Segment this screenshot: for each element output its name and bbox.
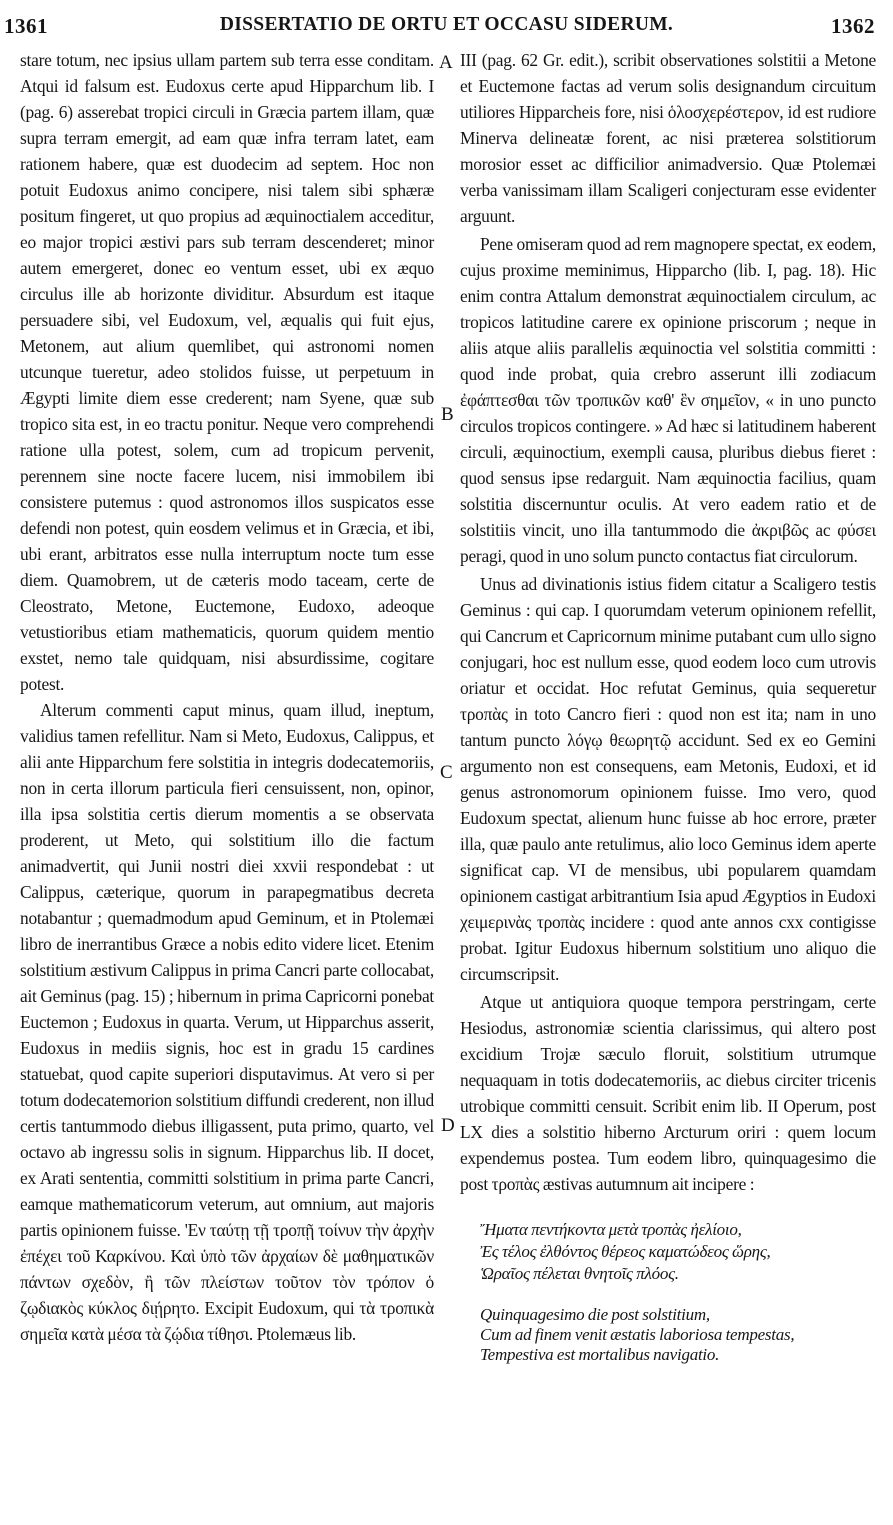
greek-verse-line: Ὡραῖος πέλεται θνητοῖς πλόος.: [480, 1264, 679, 1283]
page-header: [0, 0, 893, 46]
right-paragraph-3: Unus ad divinationis istius fidem citatur a Scaligero testis Geminus : qui cap. I quorumdam veterum opinionem refellit, qui Cancrum et Capricornum minime putabant cum ullo signo conjugari, hoc est nullum esse, quod eodem loco cum utrovis oriatur et occidat. Hoc refutat Geminus, quia sequeretur τροπὰς in toto Cancro fieri : quod non est ita; nam in uno tantum puncto λόγῳ θεωρητῷ accidunt. Sed ex eo Gemini argumento non est consequens, eam Metonis, Eudoxi, et id genus astronomorum opinionem fuisse. Imo vero, quod Eudoxum spectat, alienum hunc fuisse ab hoc errore, præter illa, quæ paulo ante retulimus, alio loco Geminus idem aperte significat cap. VI de mensibus, ubi popularem quamdam opinionem castigat arbitrantium Isia apud Ægyptios in Eudoxi χειμερινὰς τροπὰς incidere : quod ante annos cxx contigisse probat. Igitur Eudoxus hibernum solstitium uno aliquo die circumscripsit.: [460, 574, 876, 984]
margin-marker-a: A: [439, 52, 453, 73]
latin-verse-line: Cum ad finem venit æstatis laboriosa tempestas,: [480, 1325, 795, 1344]
left-page-number: 1361: [4, 14, 48, 38]
greek-verse-line: Ἤματα πεντήκοντα μετὰ τροπὰς ἠελίοιο,: [480, 1220, 742, 1239]
latin-verse-line: Quinquagesimo die post solstitium,: [480, 1305, 710, 1324]
right-paragraph-2: Pene omiseram quod ad rem magnopere spectat, ex eodem, cujus proxime meminimus, Hipparcho (lib. I, pag. 18). Hic enim contra Attalum demonstrat æquinoctialem circulum, ac tropicos latitudine carere ex opinione priscorum ; neque in aliis atque aliis parallelis æquinoctia vel solstitia committi : quod inde probat, quia crebro asserunt illi zodiacum ἐφάπτεσθαι τῶν τροπικῶν καθ' ἓν σημεῖον, « in uno puncto circulos tropicos contingere. » Ad hæc si latitudinem haberent circuli, æquinoctium, exempli causa, pluribus diebus fieret : quod sensus ipse redarguit. Nam æquinoctia facilius, quam solstitia discernuntur oculis. At vero eadem ratio et de solstitiis vincit, uno illa tantummodo die ἀκριβῶς ac φύσει peragi, quod in uno solum puncto contactus fiat circulorum.: [460, 234, 876, 566]
left-paragraph-2: Alterum commenti caput minus, quam illud, ineptum, validius tamen refellitur. Nam si Meto, Eudoxus, Calippus, et alii ante Hipparchum fere solstitia in integris dodecatemoriis, non in certa illorum particula fieri censuissent, non, opinor, illa ipsa solstitia certis dierum momentis a se observata proderent, ut Meto, qui solstitium illo die factum animadvertit, qui Junii nostri diei xxvii respondebat : ut Calippus, cæterique, quorum in parapegmatibus decreta notabantur ; quemadmodum apud Geminum, et in Ptolemæi libro de inerrantibus Græce a nobis edito videre licet. Etenim solstitium æstivum Calippus in prima Cancri parte collocabat, ait Geminus (pag. 15) ; hibernum in prima Capricorni ponebat Euctemon ; Eudoxus in quarta. Verum, ut Hipparchus asserit, Eudoxus in mediis signis, hoc est in gradu 15 cardines statuebat, quod capite superiori disputavimus. At vero si per totum dodecatemorion solstitium diffundi crederent, non illud certis tantummodo diebus illigassent, puta primo, quarto, vel octavo ab ingressu solis in signum. Hipparchus lib. II docet, ex Arati sententia, committi solstitium in prima parte Cancri, eamque mathematicorum veterum, aut omnium, aut majoris partis opinionem fuisse. 'Εν ταύτῃ τῇ τροπῇ τοίνυν τὴν ἀρχὴν ἐπέχει τοῦ Καρκίνου. Καὶ ὑπὸ τῶν ἀρχαίων δὲ μαθηματικῶν πάντων σχεδὸν, ἢ τῶν πλείστων τοῦτον τὸν τρόπον ὁ ζῳδιακὸς κύκλος διῄρητο. Excipit Eudoxum, qui τὰ τροπικὰ σημεῖα κατὰ μέσα τὰ ζῴδια τίθησι. Ptolemæus lib.: [20, 700, 434, 1344]
left-column: [20, 47, 434, 1347]
right-paragraph-1: III (pag. 62 Gr. edit.), scribit observationes solstitii a Metone et Euctemone factas ad verum solis designandum circuitum utiliores Hipparcheis fore, nisi ὁλοσχερέστερον, id est rudiore Minerva delineatæ forent, ac nisi præterea solstitiorum morosior esset ac difficilior animadversio. Quæ Ptolemæi verba vanissimam illam Scaligeri conjecturam esse evidenter arguunt.: [460, 50, 876, 226]
margin-marker-b: B: [441, 404, 454, 425]
latin-verse-translation: [480, 1305, 876, 1365]
margin-marker-c: C: [440, 762, 453, 783]
running-title: DISSERTATIO DE ORTU ET OCCASU SIDERUM.: [219, 14, 674, 35]
latin-verse-line: Tempestiva est mortalibus navigatio.: [480, 1345, 720, 1364]
margin-marker-d: D: [441, 1115, 455, 1136]
left-paragraph-1: stare totum, nec ipsius ullam partem sub terra esse conditam. Atqui id falsum est. Eudoxus certe apud Hipparchum lib. I (pag. 6) asserebat tropici circuli in Græcia partem illam, quæ supra terram emergit, ad eam quæ infra terram latet, eam rationem habere, quæ est duodecim ad septem. Hoc non potuit Eudoxus animo concipere, nisi talem sibi sphæræ positum fingeret, ut quo propius ad æquinoctialem acceditur, eo major tropici æstivi pars sub terram descenderet; minor autem emergeret, donec eo ventum esset, ubi ex æquo circulus ille ab horizonte dividitur. Absurdum est itaque persuadere sibi, vel Eudoxum, vel, æqualis qui fuit ejus, Metonem, aut alium quemlibet, qui astronomi nomen utcunque tueretur, adeo stolidos fuisse, ut perpetuum in Ægypti limite diem esse crederent; nam Syene, quæ sub tropico sita est, in eo tractu ponitur. Neque vero comprehendi ratione ulla potest, solem, cum ad tropicum pervenit, perennem sine nocte facere lucem, nisi immobilem ibi consistere putemus : quod astronomos illos suspicatos esse defendi non potest, quin eosdem velimus et in Græcia, et ibi, ubi erant, arbitratos esse nulla interruptum nocte tum esse diem. Quamobrem, ut de cæteris modo taceam, certe de Cleostrato, Metone, Euctemone, Eudoxo, adeoque vetustioribus etiam mathematicis, quorum quidem mentio exstet, nemo tale quidquam, nisi absurdissime, cogitare potest.: [20, 50, 434, 694]
greek-verse-line: Ἐς τέλος ἐλθόντος θέρεος καματώδεος ὥρης,: [480, 1242, 771, 1261]
greek-verse-quote: [480, 1219, 876, 1285]
right-page-number: 1362: [831, 14, 875, 38]
right-column: [460, 47, 876, 1365]
right-paragraph-4: Atque ut antiquiora quoque tempora perstringam, certe Hesiodus, astronomiæ scientia clarissimus, qui altero post excidium Trojæ sæculo floruit, solstitium utrumque nequaquam in totis dodecatemoriis, ac diebus circiter tricenis utrobique committi censuit. Scribit enim lib. II Operum, post LX dies a solstitio hiberno Arcturum oriri : quem locum expendemus postea. Tum eodem libro, quinquagesimo die post τροπὰς æstivas autumnum ait incipere :: [460, 992, 876, 1194]
